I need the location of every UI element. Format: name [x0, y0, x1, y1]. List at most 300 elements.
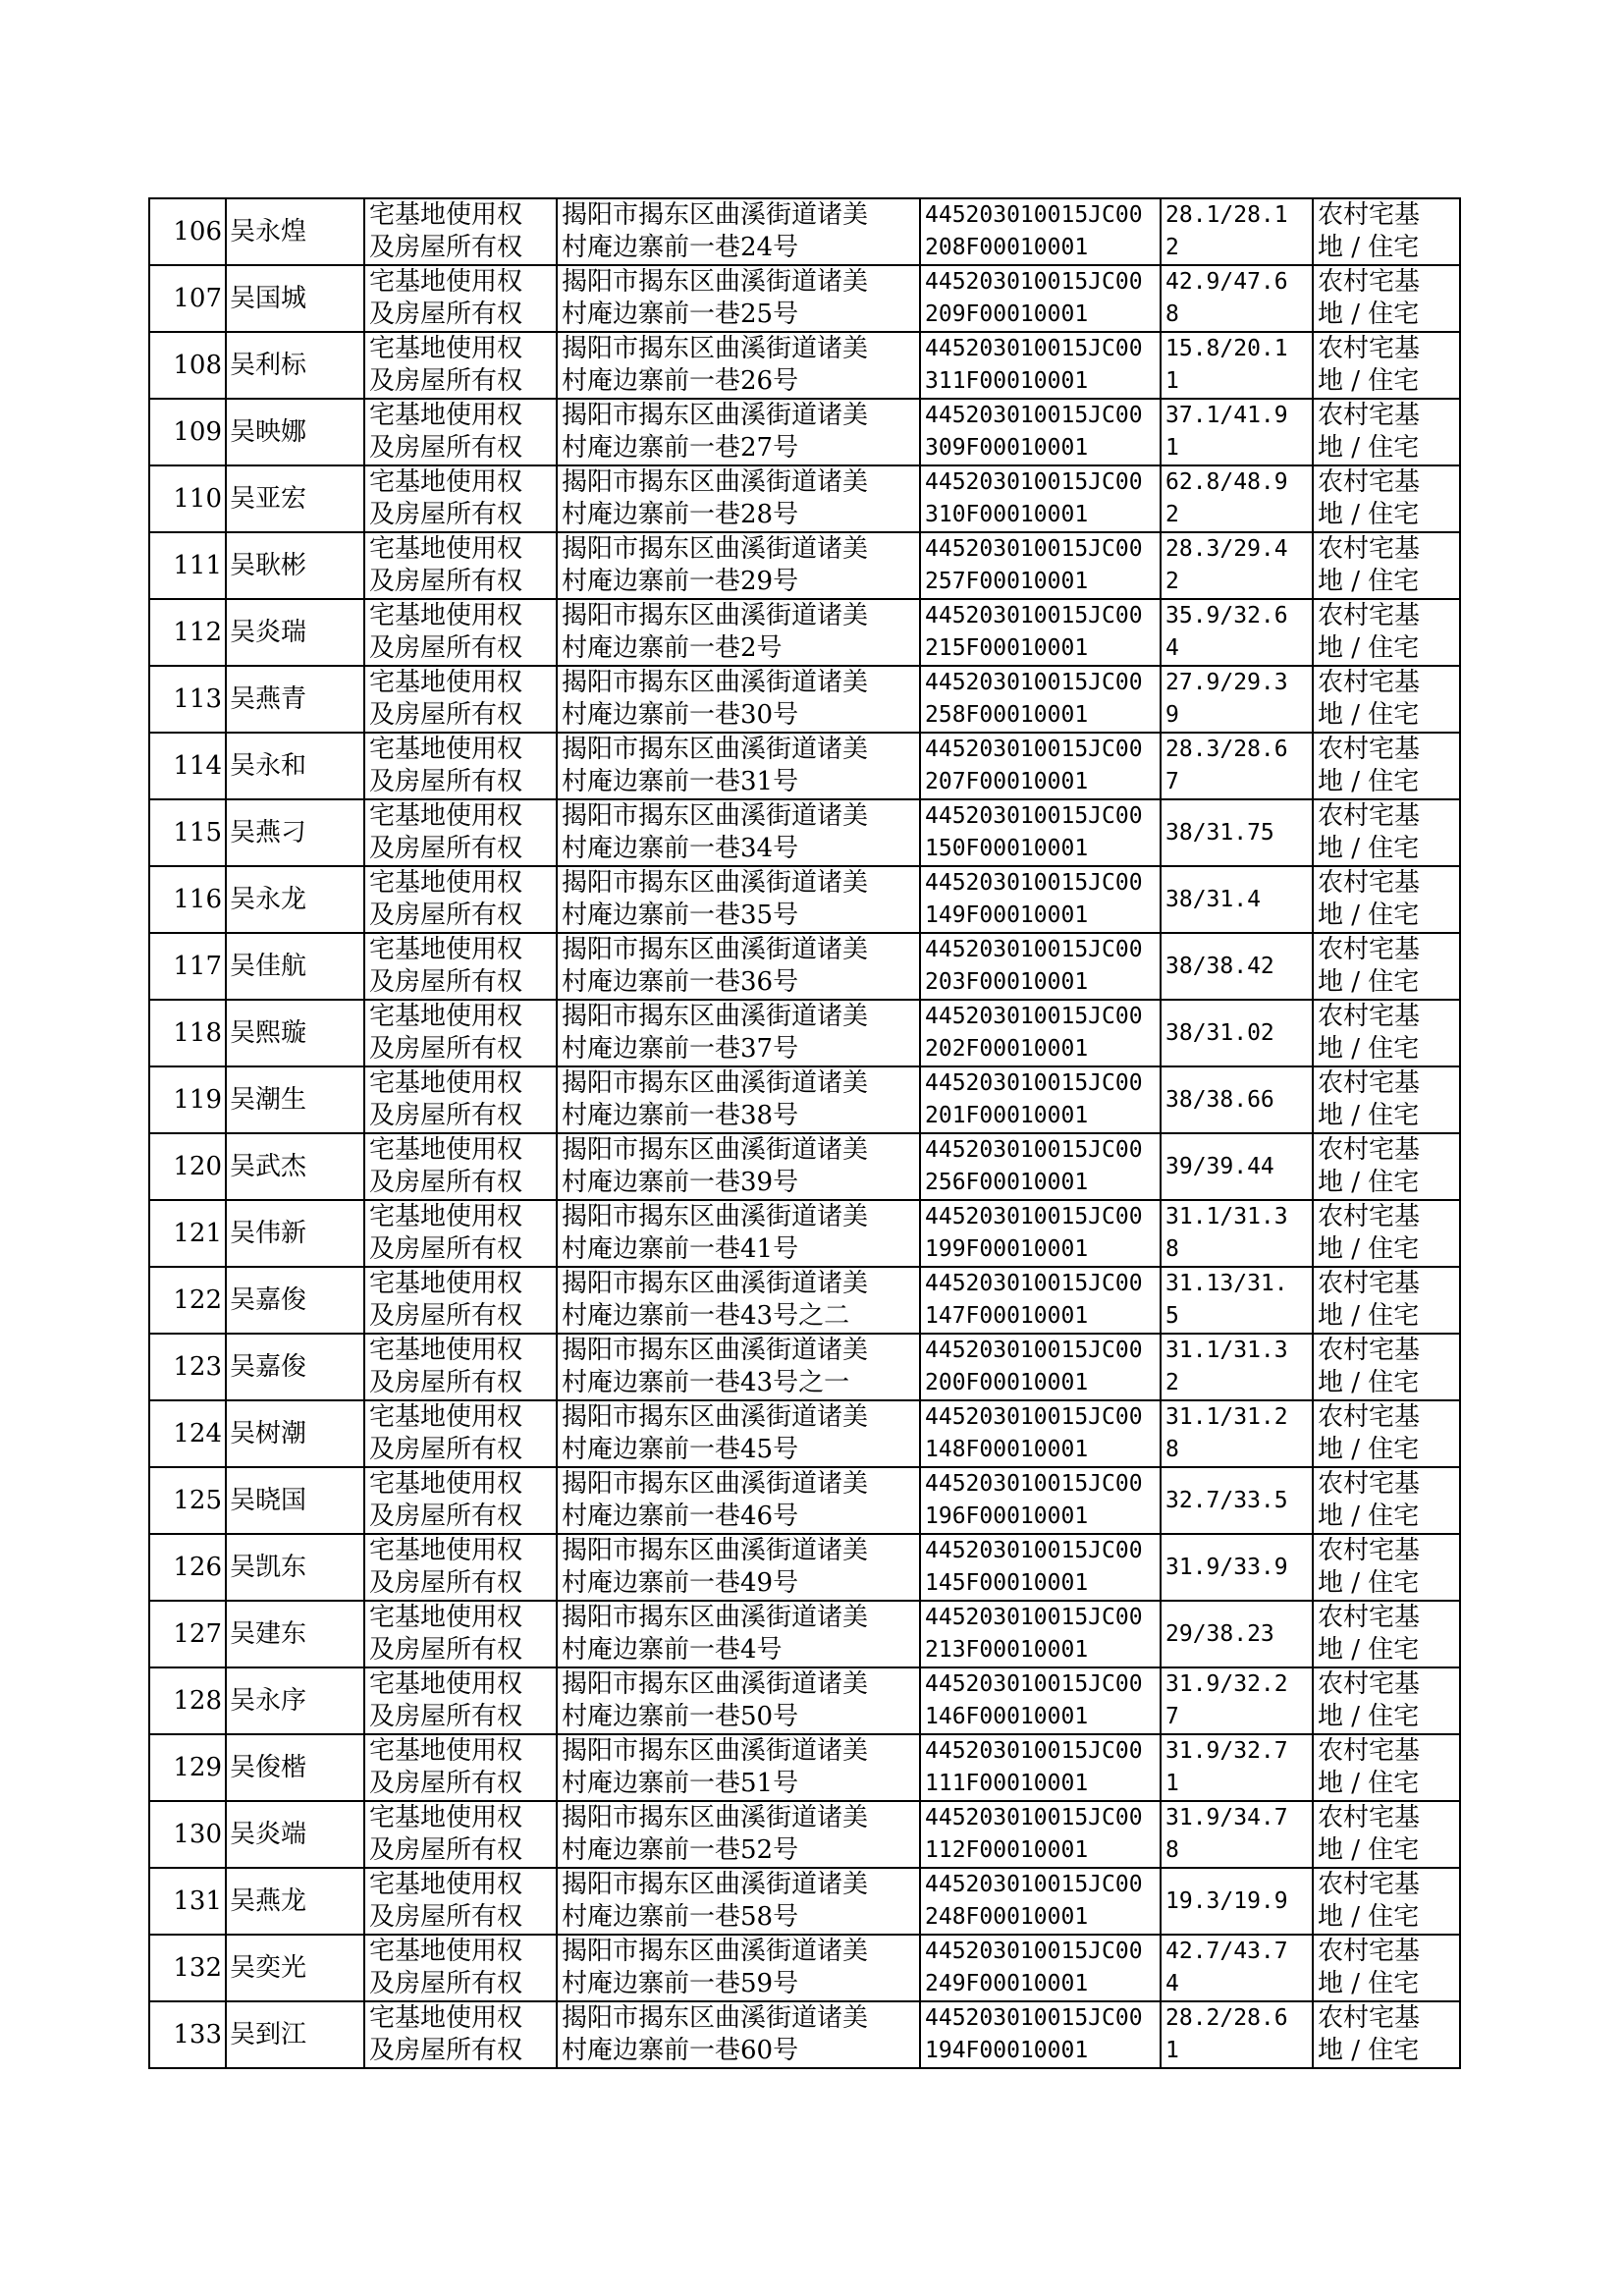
table-row: [149, 799, 1460, 866]
address-line: 村庵边寨前一巷49号: [562, 1568, 799, 1598]
address-cell: [557, 1334, 920, 1400]
table-row: [149, 1267, 1460, 1334]
address-cell: [557, 799, 920, 866]
address-line: 揭阳市揭东区曲溪街道诸美: [562, 467, 869, 497]
owner-name-cell: 吴潮生: [226, 1066, 364, 1133]
right-type-line: 及房屋所有权: [369, 1969, 523, 1998]
unit-code-line: 445203010015JC00: [925, 1271, 1143, 1296]
land-use-line: 地 / 住宅: [1318, 1902, 1420, 1932]
area-cell: [1161, 332, 1313, 399]
land-use-cell: [1313, 1066, 1460, 1133]
row-number-cell: 131: [149, 1868, 226, 1935]
area-line: 2: [1165, 235, 1179, 260]
address-line: 村庵边寨前一巷4号: [562, 1635, 783, 1665]
address-line: 揭阳市揭东区曲溪街道诸美: [562, 1402, 869, 1432]
land-use-cell: [1313, 933, 1460, 1000]
land-use-cell: [1313, 733, 1460, 799]
land-use-line: 地 / 住宅: [1318, 500, 1420, 529]
table-row: [149, 599, 1460, 666]
unit-code-line: 445203010015JC00: [925, 737, 1143, 762]
unit-code-line: 311F00010001: [925, 368, 1089, 394]
unit-code-cell: [920, 866, 1161, 933]
land-use-cell: [1313, 1667, 1460, 1734]
area-line: 38/31.02: [1165, 1019, 1274, 1046]
unit-code-cell: [920, 1334, 1161, 1400]
land-use-line: 地 / 住宅: [1318, 1702, 1420, 1731]
right-type-line: 及房屋所有权: [369, 1368, 523, 1397]
address-line: 村庵边寨前一巷38号: [562, 1101, 799, 1130]
area-cell: [1161, 1200, 1313, 1267]
unit-code-cell: [920, 198, 1161, 265]
unit-code-cell: [920, 933, 1161, 1000]
land-use-line: 地 / 住宅: [1318, 567, 1420, 596]
land-use-line: 农村宅基: [1318, 1402, 1421, 1432]
unit-code-line: 445203010015JC00: [925, 937, 1143, 962]
right-type-cell: [364, 599, 557, 666]
land-use-line: 地 / 住宅: [1318, 1568, 1420, 1598]
registry-table: [148, 197, 1461, 2069]
land-use-line: 农村宅基: [1318, 668, 1421, 697]
area-line: 28.3/28.6: [1165, 737, 1288, 762]
address-line: 揭阳市揭东区曲溪街道诸美: [562, 1669, 869, 1699]
right-type-cell: [364, 1534, 557, 1601]
row-number-cell: 127: [149, 1601, 226, 1667]
unit-code-line: 445203010015JC00: [925, 1538, 1143, 1563]
unit-code-line: 309F00010001: [925, 435, 1089, 461]
table-row: [149, 1000, 1460, 1066]
unit-code-line: 445203010015JC00: [925, 1471, 1143, 1497]
owner-name-cell: 吴凯东: [226, 1534, 364, 1601]
area-line: 1: [1165, 2038, 1179, 2063]
table-row: [149, 933, 1460, 1000]
address-cell: [557, 1267, 920, 1334]
owner-name-cell: 吴永煌: [226, 198, 364, 265]
address-line: 揭阳市揭东区曲溪街道诸美: [562, 1736, 869, 1766]
unit-code-cell: [920, 733, 1161, 799]
land-use-line: 地 / 住宅: [1318, 1769, 1420, 1798]
land-use-line: 农村宅基: [1318, 1469, 1421, 1499]
area-cell: [1161, 1133, 1313, 1200]
address-line: 村庵边寨前一巷24号: [562, 233, 799, 262]
address-cell: [557, 1601, 920, 1667]
unit-code-line: 445203010015JC00: [925, 1872, 1143, 1897]
address-cell: [557, 599, 920, 666]
unit-code-line: 445203010015JC00: [925, 1805, 1143, 1831]
land-use-cell: [1313, 1734, 1460, 1801]
right-type-cell: [364, 666, 557, 733]
owner-name-cell: 吴炎瑞: [226, 599, 364, 666]
row-number-cell: 113: [149, 666, 226, 733]
land-use-line: 农村宅基: [1318, 1202, 1421, 1231]
owner-name-cell: 吴永序: [226, 1667, 364, 1734]
table-row: [149, 1467, 1460, 1534]
address-line: 村庵边寨前一巷26号: [562, 366, 799, 396]
row-number-cell: 133: [149, 2001, 226, 2068]
land-use-line: 农村宅基: [1318, 1736, 1421, 1766]
right-type-cell: [364, 1467, 557, 1534]
unit-code-line: 148F00010001: [925, 1437, 1089, 1462]
address-line: 揭阳市揭东区曲溪街道诸美: [562, 801, 869, 831]
row-number-cell: 122: [149, 1267, 226, 1334]
owner-name-cell: 吴炎端: [226, 1801, 364, 1868]
address-line: 揭阳市揭东区曲溪街道诸美: [562, 935, 869, 964]
right-type-cell: [364, 1133, 557, 1200]
table-row: [149, 1400, 1460, 1467]
owner-name-cell: 吴映娜: [226, 399, 364, 465]
unit-code-cell: [920, 399, 1161, 465]
unit-code-cell: [920, 1734, 1161, 1801]
owner-name-cell: 吴嘉俊: [226, 1334, 364, 1400]
area-cell: [1161, 532, 1313, 599]
row-number-cell: 112: [149, 599, 226, 666]
address-line: 村庵边寨前一巷46号: [562, 1502, 799, 1531]
address-line: 揭阳市揭东区曲溪街道诸美: [562, 1469, 869, 1499]
land-use-line: 农村宅基: [1318, 1135, 1421, 1165]
area-line: 2: [1165, 502, 1179, 527]
table-row: [149, 265, 1460, 332]
address-cell: [557, 1801, 920, 1868]
area-line: 9: [1165, 702, 1179, 728]
owner-name-cell: 吴永龙: [226, 866, 364, 933]
right-type-line: 宅基地使用权: [369, 1669, 523, 1699]
right-type-line: 及房屋所有权: [369, 1234, 523, 1264]
land-use-cell: [1313, 1534, 1460, 1601]
land-use-line: 地 / 住宅: [1318, 1435, 1420, 1464]
address-cell: [557, 1734, 920, 1801]
land-use-cell: [1313, 1467, 1460, 1534]
land-use-line: 地 / 住宅: [1318, 1301, 1420, 1331]
land-use-line: 农村宅基: [1318, 534, 1421, 564]
address-line: 村庵边寨前一巷25号: [562, 300, 799, 329]
table-row: [149, 1601, 1460, 1667]
address-line: 村庵边寨前一巷43号之二: [562, 1301, 850, 1331]
unit-code-line: 145F00010001: [925, 1570, 1089, 1596]
land-use-cell: [1313, 332, 1460, 399]
address-cell: [557, 1534, 920, 1601]
unit-code-line: 445203010015JC00: [925, 1671, 1143, 1697]
land-use-line: 地 / 住宅: [1318, 767, 1420, 796]
unit-code-cell: [920, 332, 1161, 399]
row-number-cell: 108: [149, 332, 226, 399]
unit-code-line: 257F00010001: [925, 569, 1089, 594]
owner-name-cell: 吴国城: [226, 265, 364, 332]
area-line: 42.9/47.6: [1165, 269, 1288, 295]
area-cell: [1161, 198, 1313, 265]
area-cell: [1161, 399, 1313, 465]
address-line: 村庵边寨前一巷59号: [562, 1969, 799, 1998]
right-type-line: 宅基地使用权: [369, 1536, 523, 1565]
address-line: 村庵边寨前一巷41号: [562, 1234, 799, 1264]
area-line: 28.2/28.6: [1165, 2005, 1288, 2031]
area-line: 2: [1165, 1370, 1179, 1395]
table-row: [149, 1868, 1460, 1935]
right-type-line: 宅基地使用权: [369, 1603, 523, 1632]
area-line: 7: [1165, 1704, 1179, 1729]
land-use-cell: [1313, 465, 1460, 532]
land-use-line: 地 / 住宅: [1318, 700, 1420, 730]
area-cell: [1161, 1868, 1313, 1935]
area-line: 31.13/31.: [1165, 1271, 1288, 1296]
right-type-line: 宅基地使用权: [369, 534, 523, 564]
right-type-line: 及房屋所有权: [369, 300, 523, 329]
address-cell: [557, 465, 920, 532]
owner-name-cell: 吴燕青: [226, 666, 364, 733]
area-cell: [1161, 1467, 1313, 1534]
land-use-line: 地 / 住宅: [1318, 633, 1420, 663]
right-type-line: 宅基地使用权: [369, 1736, 523, 1766]
table-row: [149, 1801, 1460, 1868]
area-line: 38/38.42: [1165, 953, 1274, 979]
land-use-line: 地 / 住宅: [1318, 1502, 1420, 1531]
unit-code-line: 445203010015JC00: [925, 202, 1143, 228]
land-use-line: 农村宅基: [1318, 1669, 1421, 1699]
right-type-line: 及房屋所有权: [369, 834, 523, 863]
right-type-line: 及房屋所有权: [369, 1301, 523, 1331]
area-line: 1: [1165, 368, 1179, 394]
land-use-cell: [1313, 1267, 1460, 1334]
land-use-line: 农村宅基: [1318, 935, 1421, 964]
land-use-line: 地 / 住宅: [1318, 967, 1420, 997]
right-type-line: 宅基地使用权: [369, 1068, 523, 1098]
owner-name-cell: 吴俊楷: [226, 1734, 364, 1801]
land-use-line: 地 / 住宅: [1318, 1168, 1420, 1197]
area-cell: [1161, 1267, 1313, 1334]
land-use-cell: [1313, 1400, 1460, 1467]
area-cell: [1161, 1000, 1313, 1066]
address-line: 村庵边寨前一巷39号: [562, 1168, 799, 1197]
right-type-line: 宅基地使用权: [369, 200, 523, 230]
right-type-cell: [364, 465, 557, 532]
area-cell: [1161, 1734, 1313, 1801]
table-row: [149, 1734, 1460, 1801]
table-row: [149, 1534, 1460, 1601]
land-use-cell: [1313, 2001, 1460, 2068]
row-number-cell: 106: [149, 198, 226, 265]
area-line: 38/31.4: [1165, 886, 1261, 912]
owner-name-cell: 吴建东: [226, 1601, 364, 1667]
area-line: 19.3/19.9: [1165, 1887, 1288, 1914]
unit-code-cell: [920, 1868, 1161, 1935]
right-type-cell: [364, 399, 557, 465]
land-use-cell: [1313, 1200, 1460, 1267]
right-type-cell: [364, 1267, 557, 1334]
right-type-line: 宅基地使用权: [369, 401, 523, 430]
unit-code-cell: [920, 1935, 1161, 2001]
address-line: 揭阳市揭东区曲溪街道诸美: [562, 1803, 869, 1832]
area-line: 35.9/32.6: [1165, 603, 1288, 628]
unit-code-line: 445203010015JC00: [925, 670, 1143, 695]
unit-code-line: 445203010015JC00: [925, 1204, 1143, 1229]
right-type-line: 及房屋所有权: [369, 1902, 523, 1932]
row-number-cell: 120: [149, 1133, 226, 1200]
address-line: 村庵边寨前一巷2号: [562, 633, 783, 663]
right-type-cell: [364, 1734, 557, 1801]
address-line: 村庵边寨前一巷29号: [562, 567, 799, 596]
right-type-line: 宅基地使用权: [369, 467, 523, 497]
right-type-cell: [364, 799, 557, 866]
address-line: 村庵边寨前一巷31号: [562, 767, 799, 796]
land-use-cell: [1313, 799, 1460, 866]
unit-code-line: 445203010015JC00: [925, 1605, 1143, 1630]
unit-code-line: 445203010015JC00: [925, 269, 1143, 295]
area-cell: [1161, 1667, 1313, 1734]
right-type-cell: [364, 1400, 557, 1467]
unit-code-line: 445203010015JC00: [925, 803, 1143, 829]
land-use-line: 农村宅基: [1318, 267, 1421, 297]
row-number-cell: 115: [149, 799, 226, 866]
area-line: 8: [1165, 301, 1179, 327]
land-use-cell: [1313, 866, 1460, 933]
unit-code-line: 445203010015JC00: [925, 1404, 1143, 1430]
right-type-line: 宅基地使用权: [369, 1336, 523, 1365]
unit-code-line: 445203010015JC00: [925, 1137, 1143, 1163]
right-type-cell: [364, 1334, 557, 1400]
area-line: 7: [1165, 769, 1179, 794]
land-use-line: 农村宅基: [1318, 1937, 1421, 1966]
land-use-line: 地 / 住宅: [1318, 233, 1420, 262]
owner-name-cell: 吴熙璇: [226, 1000, 364, 1066]
right-type-cell: [364, 332, 557, 399]
right-type-line: 及房屋所有权: [369, 1034, 523, 1064]
area-line: 27.9/29.3: [1165, 670, 1288, 695]
area-line: 31.9/32.7: [1165, 1738, 1288, 1764]
address-line: 揭阳市揭东区曲溪街道诸美: [562, 200, 869, 230]
right-type-line: 及房屋所有权: [369, 1168, 523, 1197]
land-use-line: 农村宅基: [1318, 200, 1421, 230]
address-line: 村庵边寨前一巷52号: [562, 1835, 799, 1865]
land-use-line: 农村宅基: [1318, 1269, 1421, 1298]
address-cell: [557, 1000, 920, 1066]
owner-name-cell: 吴永和: [226, 733, 364, 799]
address-cell: [557, 1868, 920, 1935]
unit-code-cell: [920, 1534, 1161, 1601]
right-type-line: 及房屋所有权: [369, 233, 523, 262]
address-cell: [557, 1667, 920, 1734]
unit-code-line: 445203010015JC00: [925, 1738, 1143, 1764]
right-type-line: 及房屋所有权: [369, 1769, 523, 1798]
address-line: 村庵边寨前一巷58号: [562, 1902, 799, 1932]
area-cell: [1161, 733, 1313, 799]
right-type-line: 宅基地使用权: [369, 1870, 523, 1899]
owner-name-cell: 吴武杰: [226, 1133, 364, 1200]
unit-code-cell: [920, 1267, 1161, 1334]
address-line: 揭阳市揭东区曲溪街道诸美: [562, 1536, 869, 1565]
land-use-cell: [1313, 399, 1460, 465]
land-use-line: 农村宅基: [1318, 1870, 1421, 1899]
area-line: 4: [1165, 635, 1179, 661]
address-cell: [557, 265, 920, 332]
right-type-line: 宅基地使用权: [369, 1002, 523, 1031]
land-use-cell: [1313, 532, 1460, 599]
right-type-line: 及房屋所有权: [369, 967, 523, 997]
registry-table-body: [149, 198, 1460, 2068]
land-use-line: 地 / 住宅: [1318, 1234, 1420, 1264]
area-cell: [1161, 666, 1313, 733]
row-number-cell: 107: [149, 265, 226, 332]
area-line: 62.8/48.9: [1165, 469, 1288, 495]
table-row: [149, 1200, 1460, 1267]
unit-code-cell: [920, 1200, 1161, 1267]
address-line: 揭阳市揭东区曲溪街道诸美: [562, 735, 869, 764]
unit-code-line: 202F00010001: [925, 1036, 1089, 1062]
area-line: 31.9/32.2: [1165, 1671, 1288, 1697]
unit-code-cell: [920, 532, 1161, 599]
area-line: 1: [1165, 1771, 1179, 1796]
land-use-line: 农村宅基: [1318, 1068, 1421, 1098]
right-type-line: 宅基地使用权: [369, 868, 523, 898]
right-type-line: 宅基地使用权: [369, 601, 523, 630]
area-line: 8: [1165, 1236, 1179, 1262]
row-number-cell: 116: [149, 866, 226, 933]
address-line: 村庵边寨前一巷27号: [562, 433, 799, 463]
unit-code-line: 445203010015JC00: [925, 2005, 1143, 2031]
unit-code-cell: [920, 1667, 1161, 1734]
unit-code-line: 196F00010001: [925, 1503, 1089, 1529]
land-use-line: 地 / 住宅: [1318, 1835, 1420, 1865]
address-line: 揭阳市揭东区曲溪街道诸美: [562, 868, 869, 898]
area-line: 38/38.66: [1165, 1086, 1274, 1113]
land-use-line: 地 / 住宅: [1318, 1969, 1420, 1998]
land-use-line: 地 / 住宅: [1318, 834, 1420, 863]
land-use-cell: [1313, 666, 1460, 733]
area-cell: [1161, 866, 1313, 933]
land-use-line: 地 / 住宅: [1318, 300, 1420, 329]
table-row: [149, 733, 1460, 799]
right-type-line: 宅基地使用权: [369, 1269, 523, 1298]
owner-name-cell: 吴燕刁: [226, 799, 364, 866]
row-number-cell: 117: [149, 933, 226, 1000]
address-line: 揭阳市揭东区曲溪街道诸美: [562, 1002, 869, 1031]
unit-code-line: 208F00010001: [925, 235, 1089, 260]
row-number-cell: 119: [149, 1066, 226, 1133]
row-number-cell: 126: [149, 1534, 226, 1601]
land-use-line: 农村宅基: [1318, 1336, 1421, 1365]
unit-code-cell: [920, 599, 1161, 666]
unit-code-line: 207F00010001: [925, 769, 1089, 794]
address-cell: [557, 2001, 920, 2068]
owner-name-cell: 吴利标: [226, 332, 364, 399]
address-cell: [557, 1400, 920, 1467]
owner-name-cell: 吴伟新: [226, 1200, 364, 1267]
row-number-cell: 125: [149, 1467, 226, 1534]
unit-code-line: 150F00010001: [925, 836, 1089, 861]
land-use-line: 地 / 住宅: [1318, 366, 1420, 396]
address-line: 揭阳市揭东区曲溪街道诸美: [562, 1937, 869, 1966]
right-type-line: 宅基地使用权: [369, 1202, 523, 1231]
unit-code-cell: [920, 1467, 1161, 1534]
land-use-line: 农村宅基: [1318, 334, 1421, 363]
land-use-line: 农村宅基: [1318, 735, 1421, 764]
area-line: 8: [1165, 1837, 1179, 1863]
right-type-cell: [364, 866, 557, 933]
right-type-line: 及房屋所有权: [369, 1835, 523, 1865]
unit-code-cell: [920, 666, 1161, 733]
unit-code-line: 111F00010001: [925, 1771, 1089, 1796]
owner-name-cell: 吴奕光: [226, 1935, 364, 2001]
right-type-line: 宅基地使用权: [369, 334, 523, 363]
right-type-line: 及房屋所有权: [369, 1635, 523, 1665]
address-line: 揭阳市揭东区曲溪街道诸美: [562, 1336, 869, 1365]
area-line: 39/39.44: [1165, 1153, 1274, 1179]
address-cell: [557, 866, 920, 933]
unit-code-line: 213F00010001: [925, 1637, 1089, 1663]
unit-code-cell: [920, 465, 1161, 532]
area-line: 42.7/43.7: [1165, 1939, 1288, 1964]
unit-code-line: 445203010015JC00: [925, 603, 1143, 628]
table-row: [149, 465, 1460, 532]
land-use-line: 农村宅基: [1318, 401, 1421, 430]
right-type-line: 及房屋所有权: [369, 567, 523, 596]
